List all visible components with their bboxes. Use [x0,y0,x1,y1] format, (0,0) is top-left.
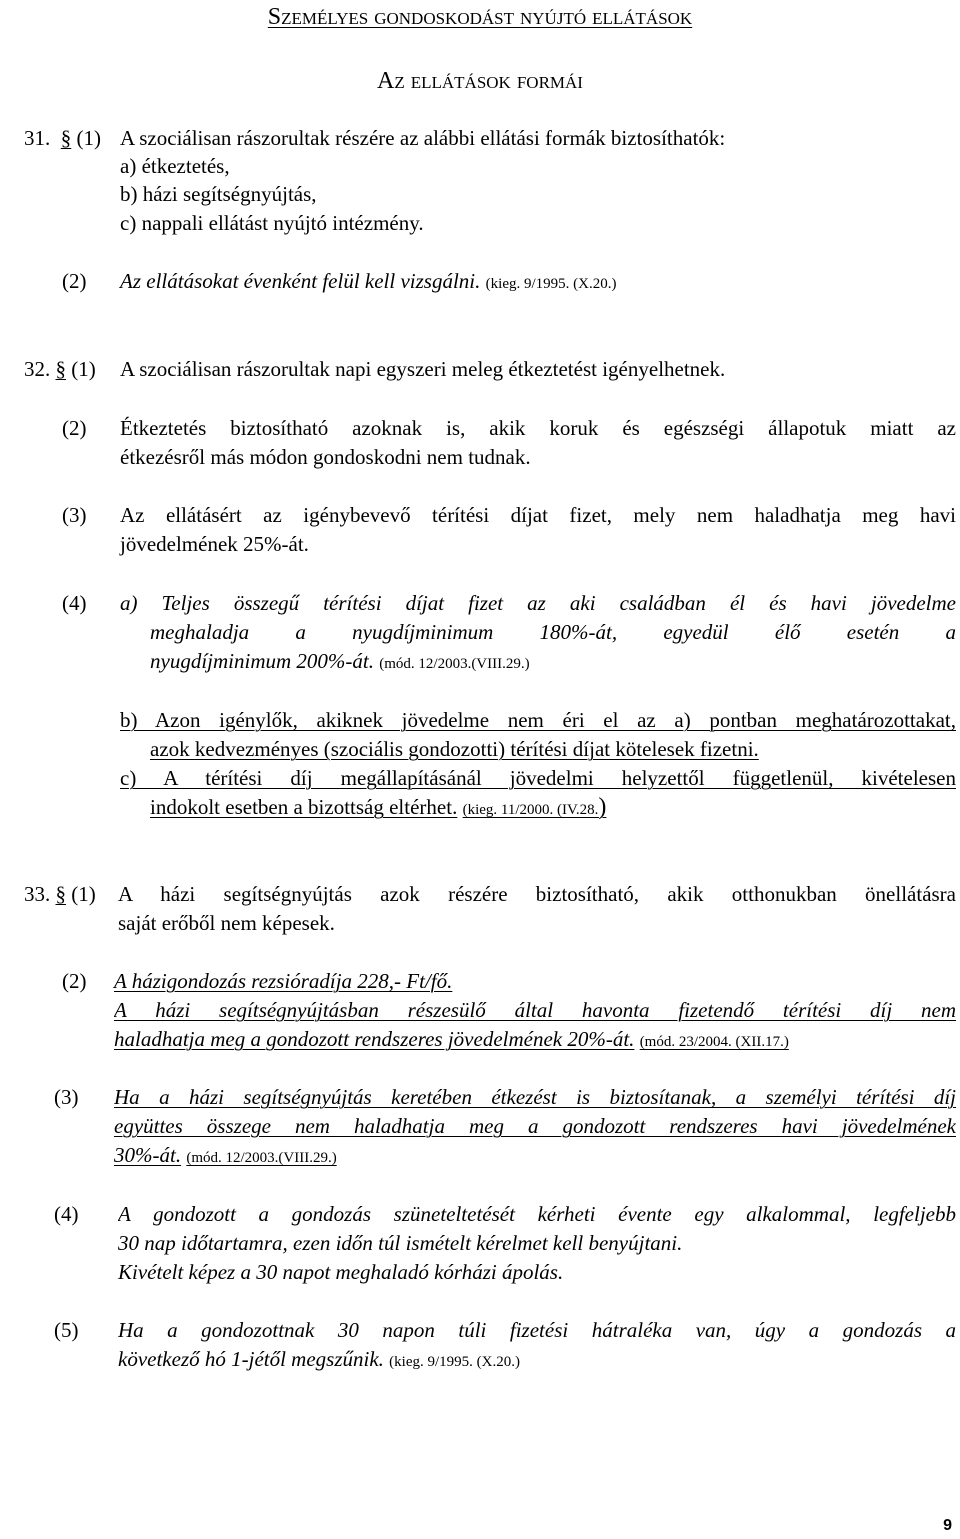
section-31-p1-c: c) nappali ellátást nyújtó intézmény. [120,211,424,235]
section-33-p5-line1: Ha a gondozottnak 30 napon túli fizetési hátraléka van, úgy a gondozás a [118,1318,956,1342]
section-sign: § [55,357,66,381]
section-32-p4b-line1: b) Azon igénylők, akiknek jövedelme nem éri el az a) pontban meghatározottakat, [120,708,956,732]
section-32-p3-line1: Az ellátásért az igénybevevő térítési díjat fizet, mely nem haladhatja meg havi [120,503,956,527]
amendment-note: (kieg. 9/1995. (X.20.) [389,1354,520,1370]
section-33-p2-line1: A házigondozás rezsióradíja 228,- Ft/fő. [114,969,453,993]
section-31-p1-b: b) házi segítségnyújtás, [120,182,317,206]
section-33-p1-line2: saját erőből nem képesek. [118,911,335,935]
section-32-p3-line2: jövedelmének 25%-át. [120,532,309,556]
section-33-p3-label: (3) [54,1085,79,1109]
section-32-p2-label: (2) [62,416,87,440]
section-32-p4b-line2: azok kedvezményes (szociális gondozotti) térítési díjat kötelesek fizetni. [150,737,759,761]
section-32-p4-label: (4) [62,591,87,615]
section-33-p2-line2: A házi segítségnyújtásban részesülő által havonta fizetendő térítési díj nem [114,998,956,1022]
page-heading: Személyes gondoskodást nyújtó ellátások [267,4,693,30]
amendment-note: (mód. 12/2003.(VIII.29.) [379,656,530,672]
section-33-p4-label: (4) [54,1202,79,1226]
amendment-note: (kieg. 9/1995. (X.20.) [485,276,617,292]
section-32-p4a-line1: a) Teljes összegű térítési díjat fizet az aki családban él és havi jövedelme [120,591,956,615]
amendment-note: (mód. 12/2003.(VIII.29.) [186,1150,337,1166]
section-32-p4a-line2: meghaladja a nyugdíjminimum 180%-át, egyedül élő esetén a [150,620,956,644]
section-33-p3-line1: Ha a házi segítségnyújtás keretében étkezést is biztosítanak, a személyi térítési díj [114,1085,956,1109]
section-33-p2-label: (2) [62,969,87,993]
section-32-p4c-line2: indokolt esetben a bizottság eltérhet. (kieg. 11/2000. (IV.28.) [150,794,607,820]
amendment-note: (kieg. 11/2000. (IV.28. [462,802,599,818]
section-33-p2-line3: haladhatja meg a gondozott rendszeres jövedelmének 20%-át. (mód. 23/2004. (XII.17.) [114,1027,789,1051]
amendment-note: (mód. 23/2004. (XII.17.) [639,1034,789,1050]
section-sign: § [60,126,72,150]
section-32-number: 32. § (1) [24,357,96,381]
page-number: 9 [943,1517,952,1534]
section-32-p1-text: A szociálisan rászorultak napi egyszeri meleg étkeztetést igényelhetnek. [120,357,726,381]
section-33-p4-line3: Kivételt képez a 30 napot meghaladó kórházi ápolás. [118,1260,564,1284]
page-subheading: Az ellátások formái [377,68,583,94]
section-32-p2-line1: Étkeztetés biztosítható azoknak is, akik koruk és egészségi állapotuk miatt az [120,416,956,440]
section-31-number: 31. § (1) [24,126,101,150]
section-31-p2-label: (2) [62,269,87,293]
section-32-p4a-line3: nyugdíjminimum 200%-át. (mód. 12/2003.(VIII.29.) [150,649,530,673]
section-33-p3-line2: együttes összege nem haladhatja meg a gondozott rendszeres havi jövedelmének [114,1114,956,1138]
section-sign: § [55,882,66,906]
section-31-p1-text: A szociálisan rászorultak részére az alábbi ellátási formák biztosíthatók: [120,126,726,150]
section-32-p3-label: (3) [62,503,87,527]
section-31-p2: Az ellátásokat évenként felül kell vizsgálni. (kieg. 9/1995. (X.20.) [120,269,617,293]
section-33-p5-line2: következő hó 1-jétől megszűnik. (kieg. 9/1995. (X.20.) [118,1347,520,1371]
section-32-p4c-line1: c) A térítési díj megállapításánál jövedelmi helyzettől függetlenül, kivételesen [120,766,956,790]
section-31-p1-a: a) étkeztetés, [120,154,230,178]
section-33-p3-line3: 30%-át. (mód. 12/2003.(VIII.29.) [114,1143,337,1167]
section-33-number: 33. § (1) [24,882,96,906]
section-32-p2-line2: étkezésről más módon gondoskodni nem tudnak. [120,445,531,469]
section-33-p4-line1: A gondozott a gondozás szüneteltetését kérheti évente egy alkalommal, legfeljebb [118,1202,956,1226]
section-33-p5-label: (5) [54,1318,79,1342]
section-33-p4-line2: 30 nap időtartamra, ezen időn túl ismételt kérelmet kell benyújtani. [118,1231,683,1255]
section-33-p1-line1: A házi segítségnyújtás azok részére biztosítható, akik otthonukban önellátásra [118,882,956,906]
